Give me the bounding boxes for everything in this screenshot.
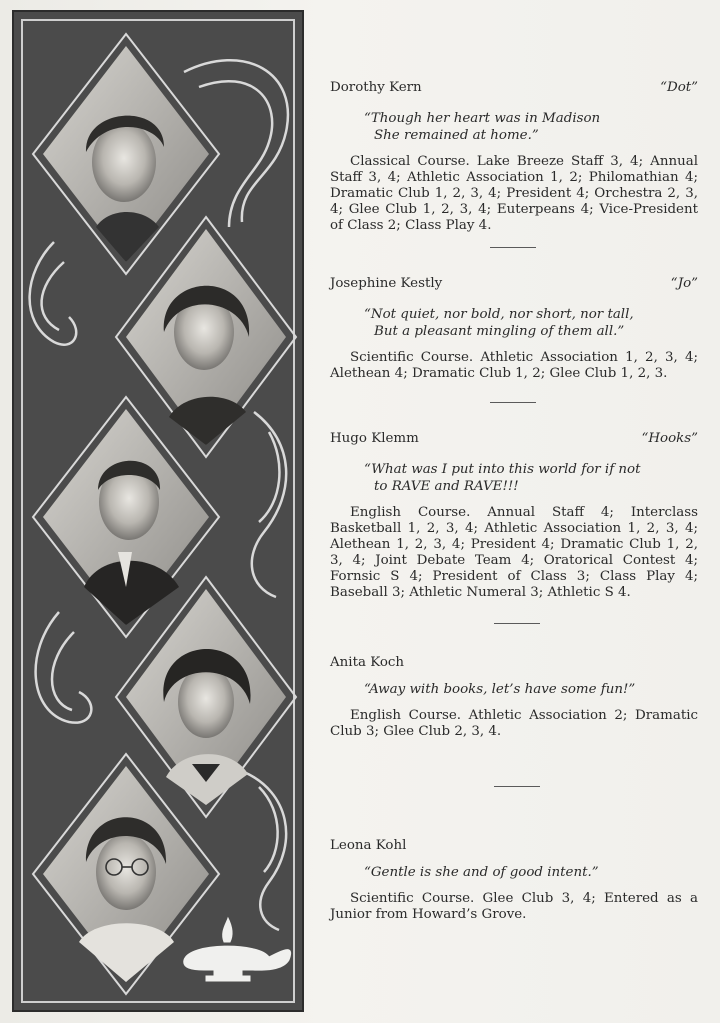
portrait-leona-kohl xyxy=(43,766,209,982)
divider-3 xyxy=(494,623,540,624)
quote-line-1: “What was I put into this world for if not xyxy=(364,462,641,477)
portrait-anita-koch xyxy=(126,589,286,805)
portrait-ornament-svg xyxy=(14,12,306,1014)
entry-leona-kohl xyxy=(330,838,698,923)
portrait-josephine-kestly xyxy=(126,229,286,445)
student-name: Hugo Klemm xyxy=(330,431,419,446)
student-name: Anita Koch xyxy=(330,655,405,670)
divider-1 xyxy=(490,247,536,248)
portrait-dorothy-kern xyxy=(43,46,209,262)
name-row xyxy=(330,80,698,96)
activities-text: Scientific Course. Athletic Association 1, 2, 3, 4; Alethean 4; Dramatic Club 1, 2; Glee Club 1, 2, 3. xyxy=(330,350,698,381)
activities-text: Scientific Course. Glee Club 3, 4; Entered as a Junior from Howard’s Grove. xyxy=(330,891,698,922)
quote-line-1: “Not quiet, nor bold, nor short, nor tall, xyxy=(364,307,634,322)
nickname: “Hooks” xyxy=(641,431,698,446)
quote xyxy=(330,864,698,881)
student-name: Dorothy Kern xyxy=(330,80,422,95)
quote-line-1: “Away with books, let’s have some fun!” xyxy=(364,682,636,697)
entry-anita-koch xyxy=(330,655,698,740)
quote-line-1: “Though her heart was in Madison xyxy=(364,111,601,126)
quote xyxy=(330,306,698,340)
quote-line-2: to RAVE and RAVE!!! xyxy=(374,479,519,494)
name-row xyxy=(330,655,698,671)
entry-josephine-kestly xyxy=(330,276,698,382)
quote-line-1: “Gentle is she and of good intent.” xyxy=(364,865,599,880)
entry-dorothy-kern xyxy=(330,80,698,234)
entry-hugo-klemm xyxy=(330,431,698,601)
name-row xyxy=(330,431,698,447)
activities-text: Classical Course. Lake Breeze Staff 3, 4; Annual Staff 3, 4; Athletic Association 1, 2; Philomathian 4; Dramatic Club 1, 2, 3, 4; President 4; Orchestra 2, 3, 4; Glee Club 1, 2, 3, 4; Euterpeans 4; Vice-President of Class 2; Class Play 4. xyxy=(330,154,698,233)
activities-text: English Course. Annual Staff 4; Interclass Basketball 1, 2, 3, 4; Athletic Association 1, 2, 3, 4; Alethean 1, 2, 3, 4; President 4; Dramatic Club 1, 2, 3, 4; Joint Debate Team 4; Oratorical Contest 4; Fornsic S 4; President of Class 3; Class Play 4; Baseball 3; Athletic Numeral 3; Athletic S 4. xyxy=(330,505,698,600)
name-row xyxy=(330,276,698,292)
nickname: “Dot” xyxy=(660,80,698,95)
quote xyxy=(330,681,698,698)
quote-line-2: She remained at home.” xyxy=(374,128,539,143)
quote-line-2: But a pleasant mingling of them all.” xyxy=(374,324,625,339)
portrait-hugo-klemm xyxy=(43,409,209,625)
quote xyxy=(330,110,698,144)
nickname: “Jo” xyxy=(670,276,698,291)
activities-text: English Course. Athletic Association 2; Dramatic Club 3; Glee Club 2, 3, 4. xyxy=(330,708,698,739)
student-name: Josephine Kestly xyxy=(330,276,443,291)
name-row xyxy=(330,838,698,854)
quote xyxy=(330,461,698,495)
student-name: Leona Kohl xyxy=(330,838,407,853)
divider-2 xyxy=(490,402,536,403)
divider-4 xyxy=(494,786,540,787)
portrait-panel xyxy=(12,10,304,1012)
